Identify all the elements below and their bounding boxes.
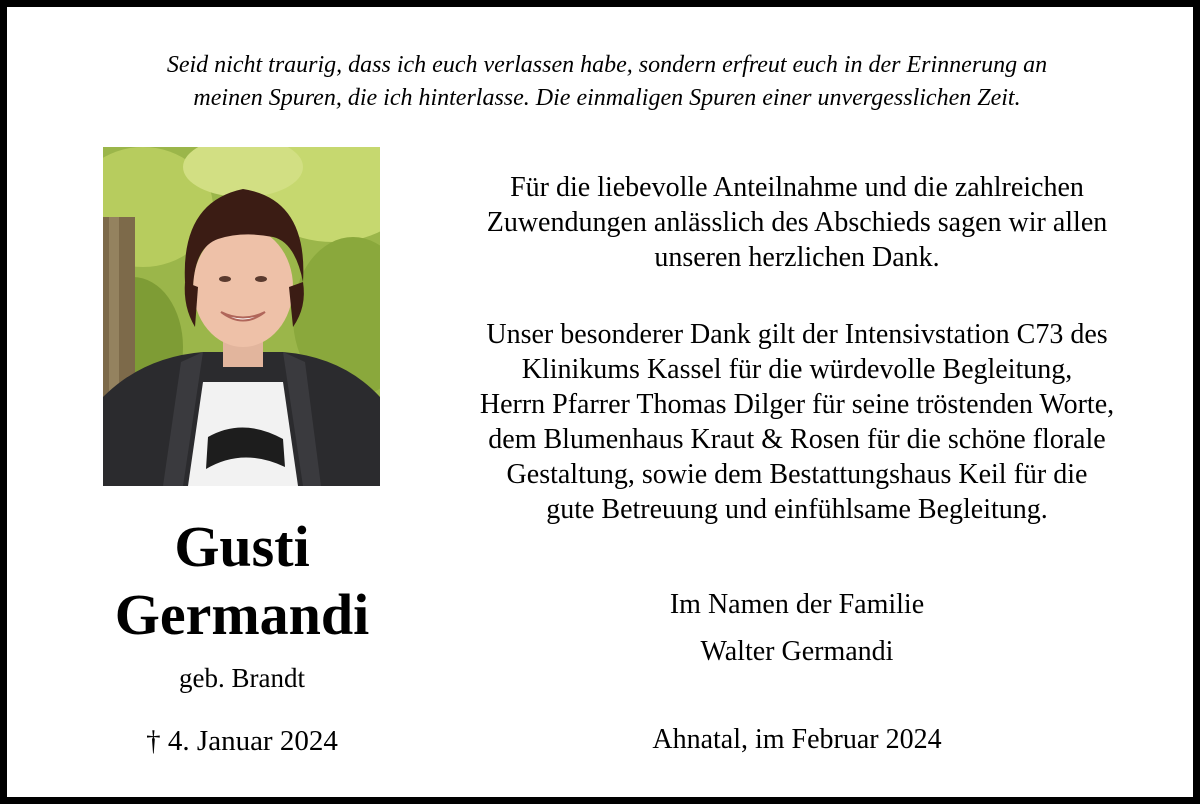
- thanks-paragraph-1: [417, 170, 1177, 275]
- thanks-paragraph-2: [417, 317, 1177, 527]
- quote-line-1: Seid nicht traurig, dass ich euch verlassen habe, sondern erfreut euch in der Erinnerung an: [166, 52, 1048, 78]
- thanks-line: unseren herzlichen Dank.: [654, 242, 940, 273]
- thanks-line: dem Blumenhaus Kraut & Rosen für die schöne florale: [488, 424, 1106, 455]
- on-behalf-line: Im Namen der Familie: [669, 589, 925, 620]
- deceased-name: [67, 513, 417, 649]
- signer-name: Walter Germandi: [700, 636, 894, 667]
- thanks-line: Gestaltung, sowie dem Bestattungshaus Keil für die: [506, 459, 1088, 490]
- thanks-line: Herrn Pfarrer Thomas Dilger für seine tröstenden Worte,: [479, 389, 1115, 420]
- portrait-photo: [103, 147, 380, 486]
- place-date: Ahnatal, im Februar 2024: [652, 724, 942, 755]
- thanks-line: Klinikums Kassel für die würdevolle Begleitung,: [521, 354, 1073, 385]
- thanks-line: Für die liebevolle Anteilnahme und die zahlreichen: [510, 172, 1084, 203]
- last-name: Germandi: [114, 582, 370, 647]
- first-name: Gusti: [174, 514, 310, 579]
- thanks-line: Unser besonderer Dank gilt der Intensivstation C73 des: [486, 319, 1108, 350]
- birth-name: geb. Brandt: [179, 663, 305, 693]
- memorial-quote: [47, 49, 1167, 115]
- thanks-line: gute Betreuung und einfühlsame Begleitung.: [546, 494, 1048, 525]
- death-date: † 4. Januar 2024: [146, 725, 338, 757]
- thanks-line: Zuwendungen anlässlich des Abschieds sagen wir allen: [486, 207, 1108, 238]
- quote-line-2: meinen Spuren, die ich hinterlasse. Die einmaligen Spuren einer unvergesslichen Zeit.: [193, 85, 1021, 111]
